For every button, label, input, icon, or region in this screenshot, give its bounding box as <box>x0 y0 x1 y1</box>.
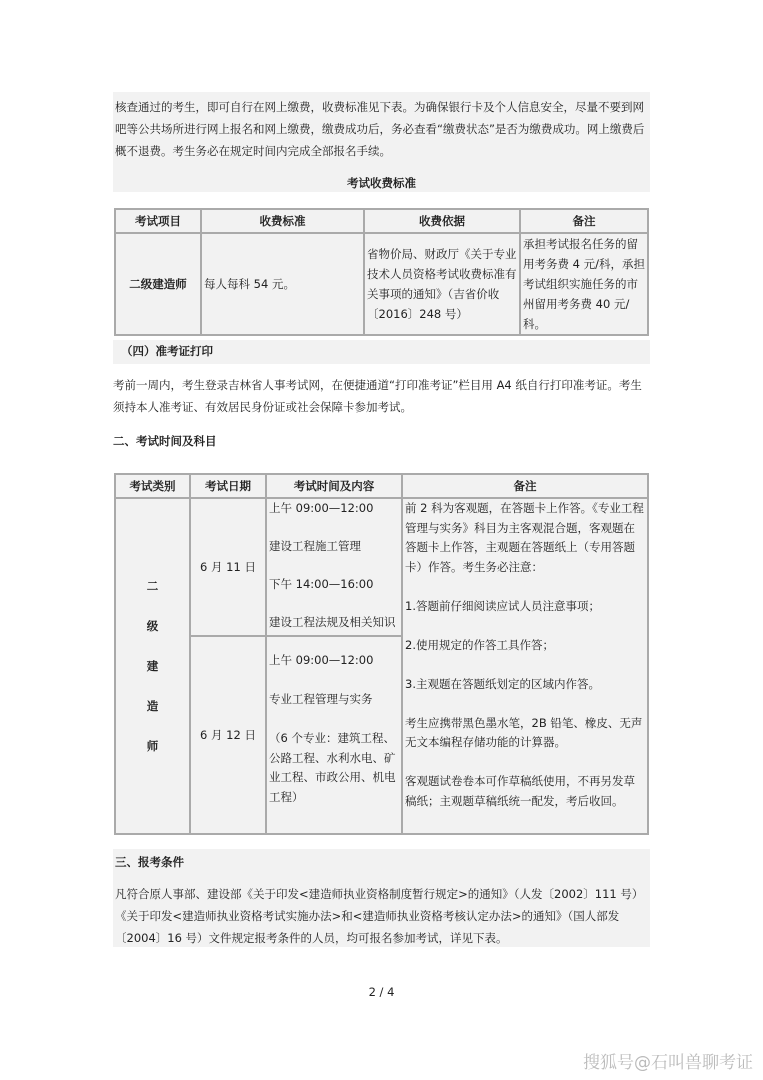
section4-text: 考前一周内，考生登录吉林省人事考试网，在便捷通道“打印准考证”栏目用 A4 纸自行打印准考证。考生须持本人准考证、有效居民身份证或社会保障卡参加考试。 <box>113 378 642 414</box>
section3-heading: 三、报考条件 <box>115 855 184 869</box>
section3-block <box>113 849 650 947</box>
notes-cell: 前 2 科为客观题，在答题卡上作答。《专业工程管理与实务》科目为主客观混合题，客观题在答题卡上作答，主观题在答题纸上（专用答题卡）作答。考生务必注意： 1.答题前仔细阅读应试人员注意事项； 2.使用规定的作答工具作答； 3.主观题在答题纸划定的区域内作答。 考生应携带黑色墨水笔，2B 铅笔、橡皮、无声无文本编程存储功能的计算器。 客观题试卷卷本可作草稿纸使用，不再另发草稿纸；主观题草稿纸统一配发，考后收回。 <box>402 498 648 834</box>
section3-text: 凡符合原人事部、建设部《关于印发<建造师执业资格制度暂行规定>的通知》（人发〔2002〕111 号）《关于印发<建造师执业资格考试实施办法>和<建造师执业资格考核认定办法>的通知》（国人部发〔2004〕16 号）文件规定报考条件的人员，均可报名参加考试，详见下表。 <box>115 887 644 945</box>
schedule-table <box>114 473 649 835</box>
header-cell: 考试时间及内容 <box>266 474 402 498</box>
fee-cell: 省物价局、财政厅《关于专业技术人员资格考试收费标准有关事项的通知》（吉省价收〔2016〕248 号） <box>364 233 520 335</box>
fee-cell: 承担考试报名任务的留用考务费 4 元/科，承担考试组织实施任务的市州留用考务费 40 元/科。 <box>520 233 648 335</box>
date-cell: 6 月 11 日 <box>190 498 266 636</box>
header-cell: 考试项目 <box>115 209 201 233</box>
watermark: 搜狐号@石叫兽聊考证 <box>583 1053 753 1073</box>
fee-table-title: 考试收费标准 <box>347 176 416 190</box>
header-cell: 收费标准 <box>201 209 364 233</box>
header-cell: 收费依据 <box>364 209 520 233</box>
fee-table <box>114 208 649 336</box>
header-cell: 考试类别 <box>115 474 190 498</box>
section4-heading: （四）准考证打印 <box>113 340 650 364</box>
intro-text: 核查通过的考生，即可自行在网上缴费，收费标准见下表。为确保银行卡及个人信息安全，尽量不要到网吧等公共场所进行网上报名和网上缴费，缴费成功后，务必查看“缴费状态”是否为缴费成功。网上缴费后概不退费。考生务必在规定时间内完成全部报名手续。 <box>115 100 645 158</box>
fee-cell: 每人每科 54 元。 <box>201 233 364 335</box>
header-cell: 备注 <box>520 209 648 233</box>
date-cell: 6 月 12 日 <box>190 636 266 834</box>
content-cell: 上午 09:00—12:00 专业工程管理与实务 （6 个专业：建筑工程、公路工程、水利水电、矿业工程、市政公用、机电工程） <box>266 636 402 834</box>
page-number: 2 / 4 <box>368 985 395 999</box>
header-cell: 备注 <box>402 474 648 498</box>
content-cell: 上午 09:00—12:00 建设工程施工管理 下午 14:00—16:00 建设工程法规及相关知识 <box>266 498 402 636</box>
header-cell: 考试日期 <box>190 474 266 498</box>
fee-cell: 二级建造师 <box>115 233 201 335</box>
section2-heading: 二、考试时间及科目 <box>113 434 217 448</box>
category-cell: 二 级 建 造 师 <box>115 498 190 834</box>
intro-block <box>113 92 650 192</box>
